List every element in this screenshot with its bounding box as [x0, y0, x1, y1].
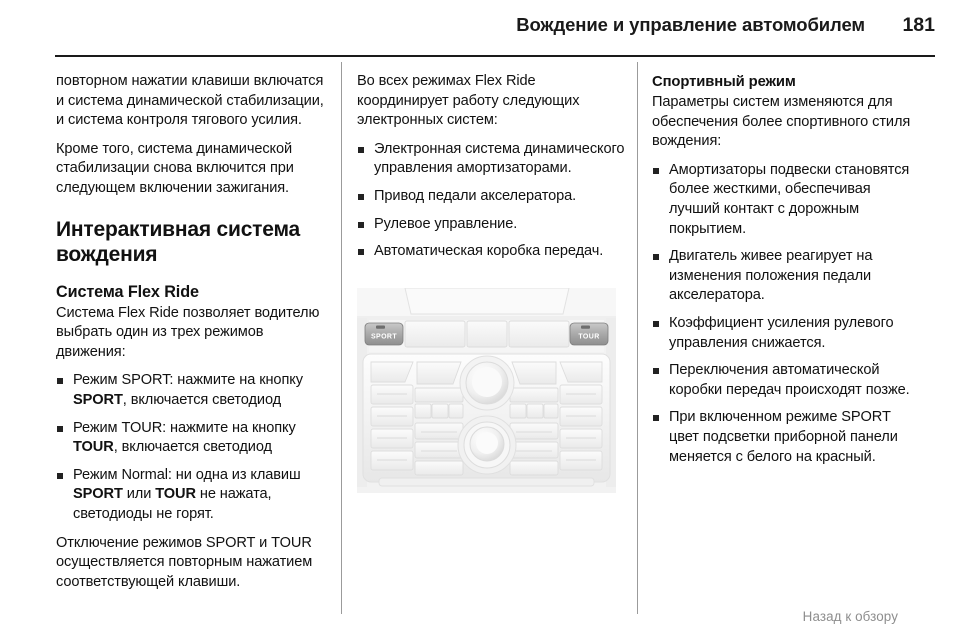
console-lower-knob[interactable]: [458, 416, 516, 474]
page-number: 181: [902, 14, 935, 36]
mode-normal-pre: Режим Normal: ни одна из клавиш: [73, 466, 301, 483]
back-to-overview-link[interactable]: Назад к обзору: [802, 609, 898, 624]
subheading-sport-mode: Спортивный режим: [652, 74, 796, 90]
console-sport-button-label: SPORT: [370, 333, 398, 341]
paragraph-flex-ride-intro: Система Flex Ride позволяет водителю выбрать один из трех режимов движения:: [56, 304, 320, 360]
section-heading-interactive-driving: Интерактивная система вождения: [56, 217, 301, 267]
column-middle: [357, 72, 627, 271]
page-title: Вождение и управление автомобилем: [516, 14, 865, 35]
list-item-sport-dampers: Амортизаторы подвески становятся более жесткими, обеспечивая лучший контакт с дорожным покрытием.: [652, 161, 922, 239]
list-sport-mode-effects: [652, 161, 922, 467]
list-item-mode-normal: [56, 466, 326, 525]
paragraph-mode-deactivation: Отключение режимов SPORT и TOUR осуществляется повторным нажатием соответствующей клавиши.: [56, 534, 313, 590]
console-tour-button[interactable]: [570, 323, 608, 345]
page-header: [55, 14, 935, 48]
list-item-system-steering: Рулевое управление.: [357, 215, 627, 235]
list-item-sport-transmission-shifts: Переключения автоматической коробки передач происходят позже.: [652, 361, 922, 400]
list-item-sport-steering-assist: Коэффициент усиления рулевого управления снижается.: [652, 314, 922, 353]
console-tour-button-label: TOUR: [578, 333, 600, 341]
paragraph-continued-esc: повторном нажатии клавиши включатся и система динамической стабилизации, и система контроля тягового усилия.: [56, 73, 324, 129]
list-item-system-automatic-transmission: Автоматическая коробка передач.: [357, 242, 627, 262]
mode-sport-pre: Режим SPORT: нажмите на кнопку: [73, 372, 303, 389]
column-divider-right: [637, 62, 638, 614]
paragraph-esc-reactivation: Кроме того, система динамической стабилизации снова включится при следующем включении зажигания.: [56, 140, 294, 196]
console-upper-blank-keys: [405, 321, 569, 347]
mode-normal-button-tour: TOUR: [155, 486, 196, 503]
list-drive-modes: [56, 371, 326, 524]
paragraph-sport-mode-intro: Параметры систем изменяются для обеспечения более спортивного стиля вождения:: [652, 94, 911, 150]
mode-tour-post: , включается светодиод: [113, 439, 272, 456]
mode-normal-button-sport: SPORT: [73, 486, 123, 503]
mode-tour-button-name: TOUR: [73, 439, 114, 456]
list-coordinated-systems: [357, 140, 627, 262]
subheading-flex-ride: Система Flex Ride: [56, 282, 199, 301]
mode-normal-post: не нажата, светодиоды не горят.: [73, 486, 272, 522]
column-right: [652, 72, 922, 476]
figure-center-console: [357, 288, 616, 493]
list-item-system-dampers: Электронная система динамического управления амортизаторами.: [357, 140, 627, 179]
list-item-mode-tour: [56, 419, 326, 458]
mode-sport-button-name: SPORT: [73, 391, 123, 408]
console-upper-knob[interactable]: [460, 356, 514, 410]
mode-sport-post: , включается светодиод: [122, 391, 282, 408]
mode-tour-pre: Режим TOUR: нажмите на кнопку: [73, 419, 296, 436]
column-divider-left: [341, 62, 342, 614]
column-left: [56, 72, 326, 592]
paragraph-coordinated-systems-intro: Во всех режимах Flex Ride координирует работу следующих электронных систем:: [357, 73, 580, 129]
center-console-illustration: [357, 288, 616, 493]
list-item-system-accelerator-pedal: Привод педали акселератора.: [357, 187, 627, 207]
mode-normal-mid: или: [122, 486, 156, 503]
header-divider-rule: [55, 55, 935, 57]
list-item-mode-sport: [56, 371, 326, 410]
list-item-sport-instrument-lighting: При включенном режиме SPORT цвет подсветки приборной панели меняется с белого на красный.: [652, 408, 922, 467]
list-item-sport-engine-response: Двигатель живее реагирует на изменения положения педали акселератора.: [652, 247, 922, 306]
console-sport-button[interactable]: [365, 323, 403, 345]
